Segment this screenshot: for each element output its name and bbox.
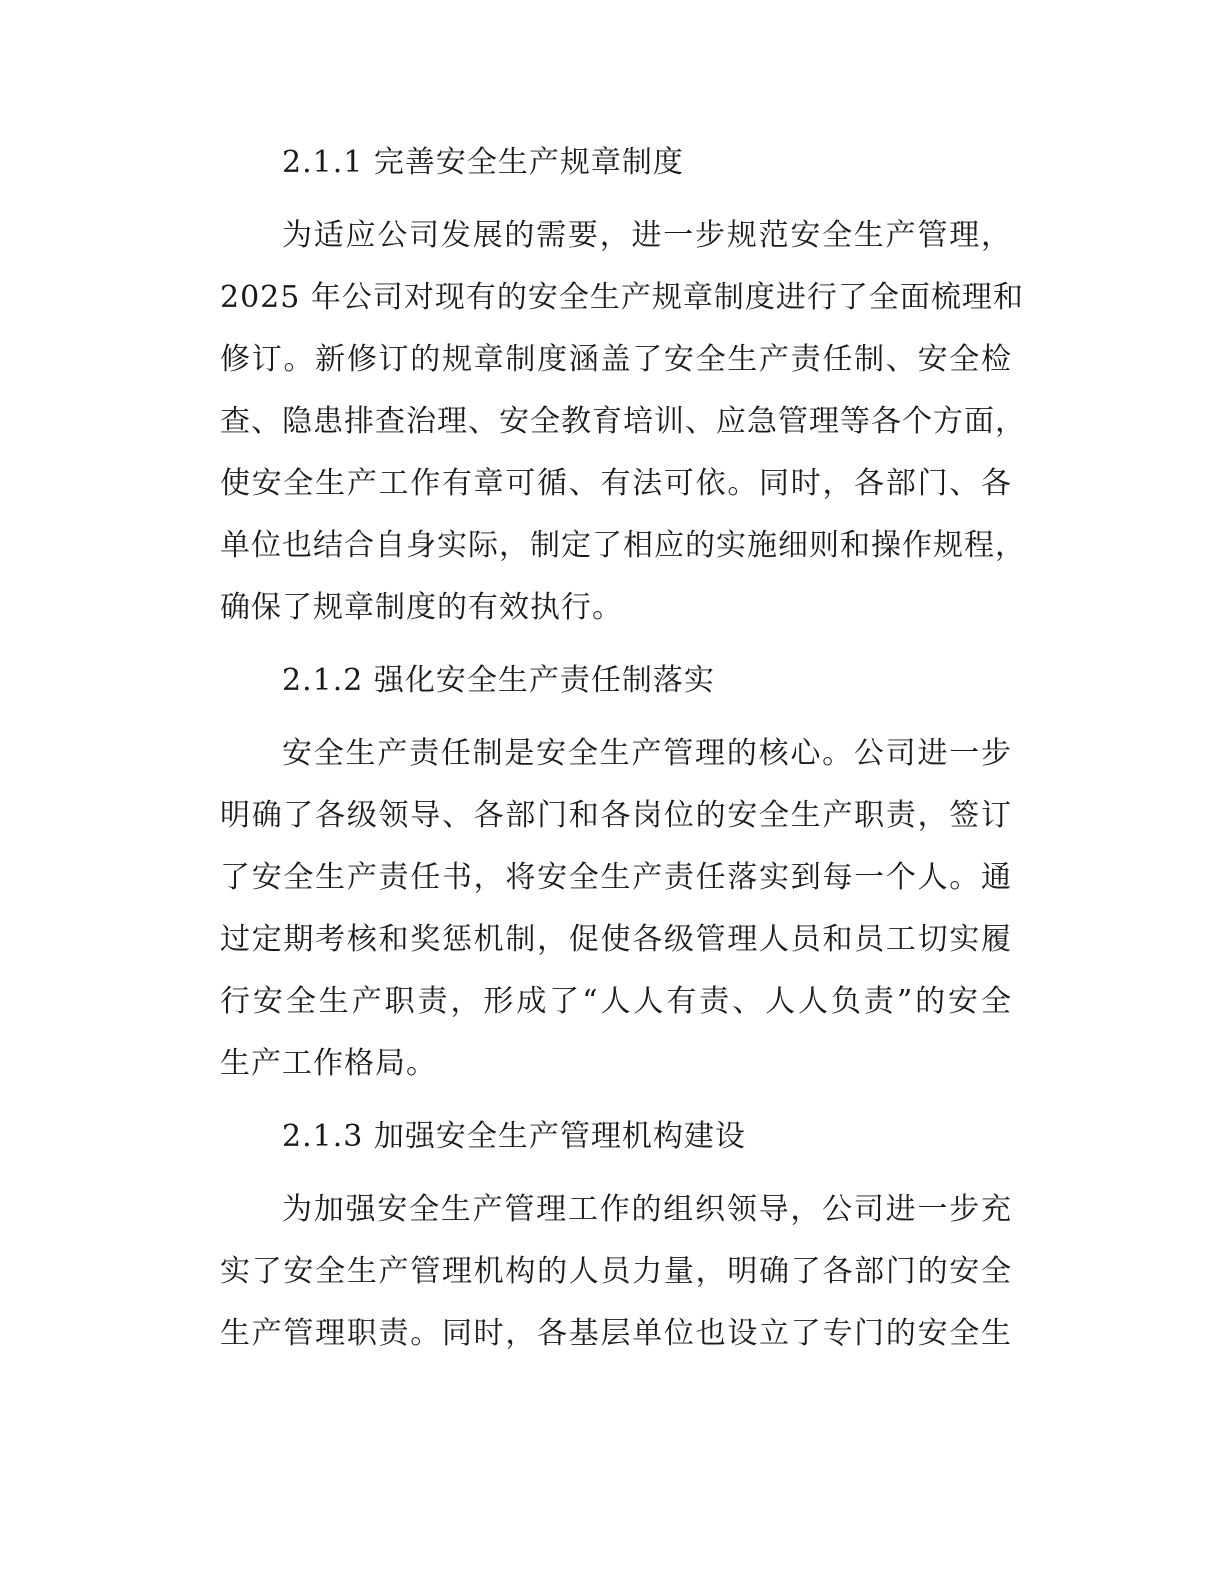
paragraph-line: 生产管理职责。同时，各基层单位也设立了专门的安全生 — [220, 1316, 1012, 1351]
document-body — [220, 132, 1026, 1376]
paragraph-line: 安全生产责任制是安全生产管理的核心。公司进一步 — [282, 736, 1012, 771]
section-paragraph-2-1-2 — [220, 723, 1012, 1095]
paragraph-line: 了安全生产责任书，将安全生产责任落实到每一个人。通 — [220, 860, 1012, 895]
paragraph-line: 行安全生产职责，形成了“人人有责、人人负责”的安全 — [220, 984, 1012, 1019]
section-paragraph-2-1-1 — [220, 205, 1026, 639]
paragraph-line: 实了安全生产管理机构的人员力量，明确了各部门的安全 — [220, 1254, 1012, 1289]
paragraph-line: 单位也结合自身实际，制定了相应的实施细则和操作规程， — [220, 528, 1026, 563]
section-paragraph-2-1-3 — [220, 1179, 1012, 1365]
section-heading-2-1-3: 2.1.3 加强安全生产管理机构建设 — [282, 1119, 746, 1154]
paragraph-line: 明确了各级领导、各部门和各岗位的安全生产职责，签订 — [220, 798, 1012, 833]
paragraph-line: 生产工作格局。 — [220, 1046, 437, 1081]
paragraph-line: 查、隐患排查治理、安全教育培训、应急管理等各个方面， — [220, 404, 1026, 439]
paragraph-line: 确保了规章制度的有效执行。 — [220, 590, 623, 625]
paragraph-line: 2025 年公司对现有的安全生产规章制度进行了全面梳理和 — [220, 280, 1024, 315]
section-heading-2-1-2: 2.1.2 强化安全生产责任制落实 — [282, 663, 715, 698]
paragraph-line: 修订。新修订的规章制度涵盖了安全生产责任制、安全检 — [220, 342, 1012, 377]
paragraph-line: 为适应公司发展的需要，进一步规范安全生产管理， — [282, 218, 1012, 253]
paragraph-line: 过定期考核和奖惩机制，促使各级管理人员和员工切实履 — [220, 922, 1012, 957]
section-heading-2-1-1: 2.1.1 完善安全生产规章制度 — [282, 145, 684, 180]
paragraph-line: 为加强安全生产管理工作的组织领导，公司进一步充 — [282, 1192, 1012, 1227]
paragraph-line: 使安全生产工作有章可循、有法可依。同时，各部门、各 — [220, 466, 1012, 501]
